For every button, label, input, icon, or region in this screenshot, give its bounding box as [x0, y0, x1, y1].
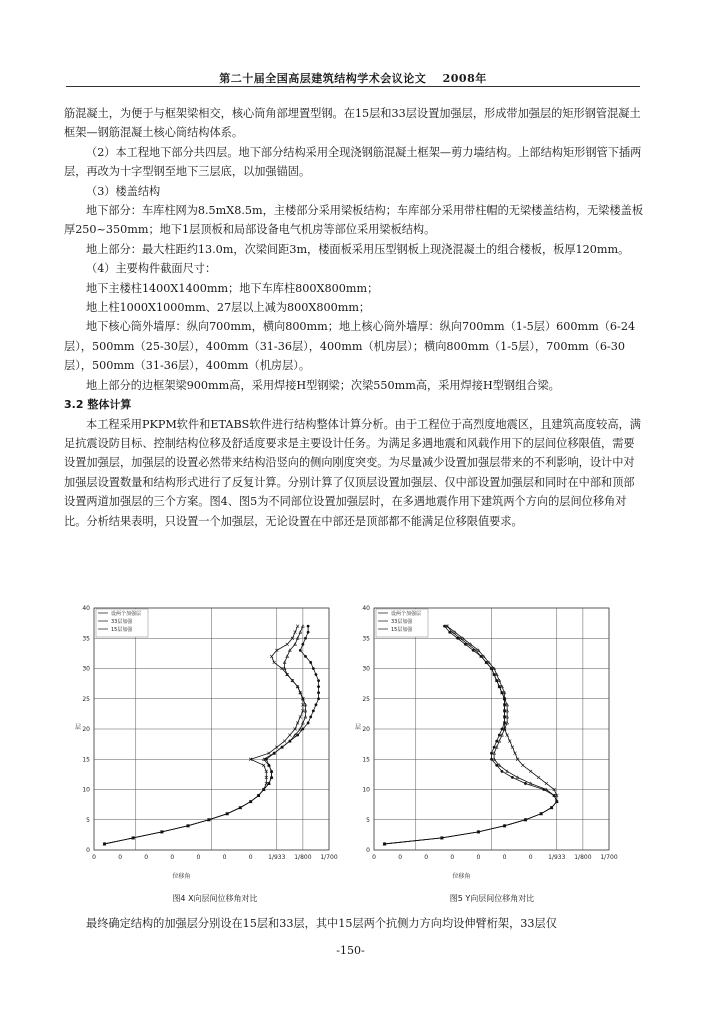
x-tick-label: 0: [372, 854, 376, 861]
legend-entry: 15层加强: [111, 627, 133, 633]
y-tick-label: 30: [82, 665, 90, 673]
x-tick-label: 0: [502, 854, 507, 861]
legend-entry: 33层加强: [391, 619, 413, 625]
paragraph-1: 筋混凝土，为便于与框架梁相交，核心筒角部埋置型钢。在15层和33层设置加强层，形成带加强层的矩形钢管混凝土框架—钢筋混凝土核心筒结构体系。: [64, 107, 641, 140]
data-point: [299, 715, 302, 718]
y-tick-label: 25: [82, 695, 90, 703]
data-point: [524, 782, 527, 785]
data-point: [448, 631, 451, 634]
x-tick-label: 0: [118, 854, 123, 861]
x-axis-label: 位移角: [452, 873, 471, 880]
y-tick-label: 5: [86, 816, 90, 824]
final-paragraph: 最终确定结构的加强层分别设在15层和33层，其中15层两个抗侧力方向均设伸臂桁架，33层仅: [86, 917, 557, 930]
y-tick-label: 15: [362, 756, 370, 764]
data-point: [317, 691, 320, 694]
data-point: [273, 661, 276, 664]
final-text: [64, 914, 644, 933]
data-point: [309, 661, 312, 664]
y-tick-label: 0: [86, 847, 90, 854]
body-text: [64, 104, 644, 531]
data-point: [508, 740, 511, 743]
data-point: [296, 625, 299, 628]
series-line-1: [384, 626, 556, 844]
series-line-2: [104, 626, 302, 844]
data-point: [511, 776, 514, 779]
paragraph-9: 地下核心筒外墙厚：纵向700mm，横向800mm；地上核心筒外墙厚：纵向700mm（1-5层）600mm（6-24层），500mm（25-30层），400mm（31-36层），400mm（机房层）；横向800mm（1-5层），700mm（6-30层），500mm（31-36层），400mm（机房层）。: [64, 320, 636, 373]
data-point: [307, 625, 310, 628]
legend-entry: 15层加强: [391, 627, 413, 633]
data-point: [309, 716, 312, 719]
data-point: [317, 679, 320, 682]
section-paragraph: 本工程采用PKPM软件和ETABS软件进行结构整体计算分析。由于工程位于高烈度地震区，且建筑高度较高，满足抗震设防目标、控制结构位移及舒适度要求是主要设计任务。为满足多遇地震和风载作用下的层间位移限值，需要设置加强层，加强层的设置必然带来结构沿竖向的侧向刚度突变。为尽量减少设置加强层带来的不利影响，设计中对加强层设置数量和结构形式进行了反复计算。分别计算了仅顶层设置加强层、仅中部设置加强层和同时在中部和顶部设置两道加强层的三个方案。图4、图5为不同部位设置加强层时，在多遇地震作用下建筑两个方向的层间位移角对比。分析结果表明，只设置一个加强层，无论设置在中部还是顶部都不能满足位移限值要求。: [64, 417, 641, 528]
legend-entry: 33层加强: [111, 619, 133, 625]
data-point: [506, 734, 509, 737]
legend-entry: 设两个加强层: [111, 611, 142, 617]
paragraph-4: 地下部分：车库柱网为8.5mX8.5m，主楼部分采用梁板结构；车库部分采用带柱帽的无梁楼盖结构，无梁楼盖板厚250~350mm；地下1层顶板和局部设备电气机房等部位采用梁板结构。: [64, 204, 644, 237]
y-tick-label: 40: [82, 605, 90, 612]
data-point: [301, 643, 304, 646]
data-point: [304, 637, 307, 640]
y-tick-label: 35: [362, 635, 370, 643]
paragraph-8: 地上柱1000X1000mm、27层以上减为800X800mm；: [86, 301, 371, 315]
data-point: [501, 770, 504, 773]
y-tick-label: 10: [362, 786, 370, 794]
x-tick-label: 1/700: [600, 854, 618, 861]
y-tick-label: 15: [82, 756, 90, 764]
data-point: [312, 709, 315, 712]
x-tick-label: 0: [144, 854, 149, 861]
data-point: [315, 703, 318, 706]
data-point: [537, 776, 540, 779]
series-line-3: [384, 626, 556, 844]
x-tick-label: 1/800: [294, 854, 312, 861]
conference-title: 第二十届全国高层建筑结构学术会议论文: [219, 72, 427, 85]
data-point: [294, 631, 297, 634]
header-year: 2008年: [442, 72, 487, 85]
data-point: [521, 764, 524, 767]
x-tick-label: 1/800: [574, 854, 592, 861]
y-tick-label: 30: [362, 665, 370, 673]
x-tick-label: 0: [398, 854, 403, 861]
y-tick-label: 20: [362, 726, 370, 733]
data-point: [317, 685, 320, 688]
x-tick-label: 0: [476, 854, 481, 861]
x-axis-label: 位移角: [172, 873, 191, 880]
x-tick-label: 1/700: [320, 854, 338, 861]
x-tick-label: 1/933: [268, 854, 286, 861]
data-point: [307, 631, 310, 634]
data-point: [317, 697, 320, 700]
data-point: [286, 643, 289, 646]
x-tick-label: 0: [170, 854, 175, 861]
data-point: [312, 667, 315, 670]
section-heading: 3.2 整体计算: [64, 398, 132, 412]
figure-4-caption: 图4 X向层间位移角对比: [172, 894, 258, 903]
figure-5-chart: [350, 600, 630, 890]
series-line-3: [104, 626, 305, 844]
y-tick-label: 5: [366, 816, 370, 824]
data-point: [288, 734, 291, 737]
legend-entry: 设两个加强层: [391, 611, 422, 617]
data-point: [511, 746, 514, 749]
y-tick-label: 0: [366, 847, 370, 854]
data-point: [299, 649, 302, 652]
paragraph-6: （4）主要构件截面尺寸：: [86, 262, 217, 276]
data-point: [270, 655, 273, 658]
paragraph-7: 地下主楼柱1400X1400mm；地下车库柱800X800mm；: [86, 281, 379, 295]
x-tick-label: 0: [92, 854, 96, 861]
data-point: [283, 740, 286, 743]
x-tick-label: 1/933: [548, 854, 566, 861]
x-tick-label: 0: [196, 854, 201, 861]
data-point: [529, 770, 532, 773]
series-line-2: [384, 626, 556, 844]
data-point: [304, 655, 307, 658]
y-tick-label: 35: [82, 635, 90, 643]
data-point: [545, 782, 548, 785]
paragraph-10: 地上部分的边框架梁900mm高，采用焊接H型钢梁；次梁550mm高，采用焊接H型钢组合梁。: [86, 378, 560, 392]
figure-4-svg: [70, 600, 350, 890]
data-point: [262, 764, 265, 767]
figure-4-chart: [70, 600, 350, 890]
paragraph-2: （2）本工程地下部分共四层。地下部分结构采用全现浇钢筋混凝土框架—剪力墙结构。上部结构矩形钢管下插两层，再改为十字型钢至地下三层底，以加强锚固。: [64, 145, 642, 179]
y-axis-label: 层: [74, 724, 82, 731]
data-point: [315, 673, 318, 676]
y-tick-label: 10: [82, 786, 90, 794]
paragraph-3: （3）楼盖结构: [86, 184, 161, 198]
x-tick-label: 0: [528, 854, 533, 861]
paragraph-5: 地上部分：最大柱距约13.0m，次梁间距3m，楼面板采用压型钢板上现浇混凝土的组合楼板，板厚120mm。: [86, 242, 630, 256]
y-tick-label: 20: [82, 726, 90, 733]
page-number: -150-: [336, 944, 365, 957]
running-header: [66, 70, 640, 86]
x-tick-label: 0: [450, 854, 455, 861]
data-point: [307, 722, 310, 725]
figure-5-caption: 图5 Y向层间位移角对比: [449, 894, 535, 903]
data-point: [296, 721, 299, 724]
x-tick-label: 0: [248, 854, 253, 861]
y-axis-label: 层: [354, 724, 362, 731]
x-tick-label: 0: [222, 854, 227, 861]
x-tick-label: 0: [424, 854, 429, 861]
header-rule: [66, 86, 640, 87]
figure-5-svg: [350, 600, 630, 890]
y-tick-label: 40: [362, 605, 370, 612]
y-tick-label: 25: [362, 695, 370, 703]
data-point: [514, 752, 517, 755]
